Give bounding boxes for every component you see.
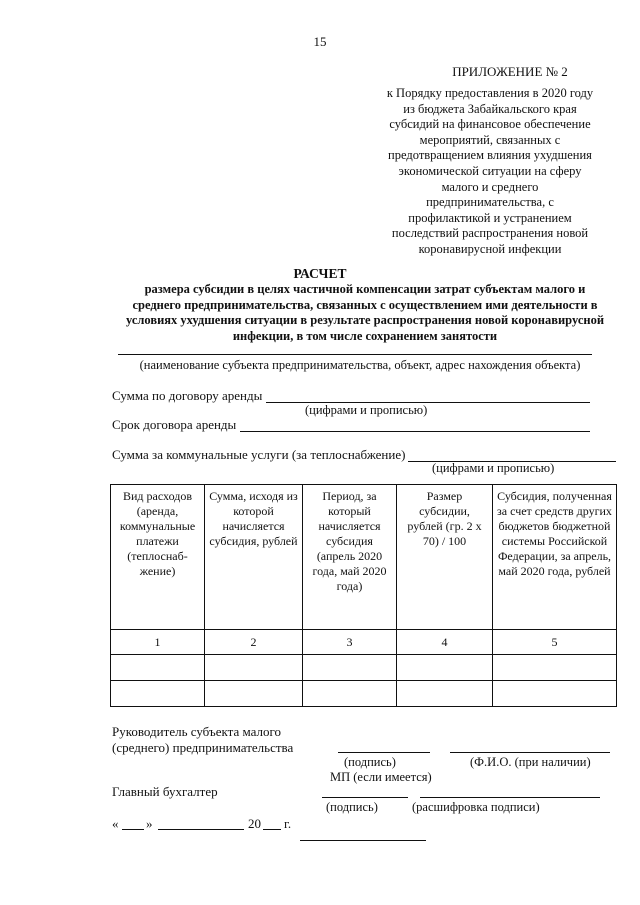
accountant-label: Главный бухгалтер [112,784,218,799]
column-number: 5 [493,630,617,655]
rent-sum-label: Сумма по договору аренды [112,388,263,403]
head-label-line2: (среднего) предпринимательства [112,740,294,755]
rent-term-line[interactable] [240,431,590,432]
header-cell: Вид расходов (аренда, коммунальные платежи (теплоснаб-жение) [111,485,205,630]
appendix-line: субсидий на финансовое обеспечение [389,117,591,132]
appendix-line: коронавирусной инфекции [418,241,562,256]
page-number: 15 [313,34,327,49]
document-title: РАСЧЕТ [293,266,347,281]
appendix-line: последствий распространения новой [391,226,589,241]
column-number: 1 [111,630,205,655]
appendix-line: из бюджета Забайкальского края [403,101,577,116]
table-row [111,655,617,681]
document-subtitle [108,282,622,344]
utilities-label: Сумма за коммунальные услуги (за теплоснабжение) [112,447,406,462]
header-cell: Субсидия, полученная за счет средств других бюджетов бюджетной системы Российской Федерации, за апрель, май 2020 года, рублей [493,485,617,630]
head-name-line[interactable] [450,752,610,753]
table-row [111,681,617,707]
subject-name-line[interactable] [118,354,592,355]
appendix-line: мероприятий, связанных с [419,132,561,147]
rent-sum-caption: (цифрами и прописью) [305,403,428,417]
header-cell: Размер субсидии, рублей (гр. 2 х 70) / 100 [397,485,493,630]
table-cell[interactable] [111,681,205,707]
appendix-line: предпринимательства, с [426,195,554,210]
table-cell[interactable] [397,655,493,681]
subtitle-line: инфекции, в том числе сохранением занятости [232,328,498,343]
table-number-row [111,630,617,655]
header-cell: Сумма, исходя из которой начисляется субсидия, рублей [205,485,303,630]
appendix-title: ПРИЛОЖЕНИЕ № 2 [452,64,568,79]
subtitle-line: размера субсидии в целях частичной компенсации затрат субъектам малого и [144,282,586,296]
table-cell[interactable] [303,681,397,707]
stamp-caption: МП (если имеется) [330,770,432,784]
date-year-prefix: 20 [248,816,261,831]
head-signature-line[interactable] [338,752,430,753]
rent-term-label: Срок договора аренды [112,417,237,432]
table-cell[interactable] [111,655,205,681]
column-number: 3 [303,630,397,655]
head-label-line1: Руководитель субъекта малого [112,724,281,739]
table-cell[interactable] [303,655,397,681]
appendix-line: малого и среднего [441,179,539,194]
date-year-line[interactable] [263,829,281,830]
head-name-caption: (Ф.И.О. (при наличии) [470,755,591,769]
column-number: 4 [397,630,493,655]
date-day-line[interactable] [122,829,144,830]
table-cell[interactable] [493,681,617,707]
decode-caption: (расшифровка подписи) [412,800,540,814]
bottom-rule [300,840,426,841]
table-cell[interactable] [493,655,617,681]
subtitle-line: условиях ухудшения ситуации в результате распространения новой коронавирусной [125,313,605,327]
appendix-line: профилактикой и устранением [408,210,572,225]
date-year-suffix: г. [284,816,292,831]
accountant-signature-line[interactable] [322,797,408,798]
table-header-row [111,485,617,630]
appendix-line: к Порядку предоставления в 2020 году [386,86,594,100]
column-number: 2 [205,630,303,655]
date-open-quote: « [112,816,119,831]
subject-name-caption: (наименование субъекта предпринимательства, объект, адрес нахождения объекта) [139,358,581,372]
date-month-line[interactable] [158,829,244,830]
subtitle-line: среднего предпринимательства, связанных с осуществлением ими деятельности в [132,297,598,312]
table-cell[interactable] [205,655,303,681]
appendix-line: экономической ситуации на сферу [398,163,582,178]
header-cell: Период, за который начисляется субсидия (апрель 2020 года, май 2020 года) [303,485,397,630]
head-signature-caption: (подпись) [344,755,396,769]
table-cell[interactable] [397,681,493,707]
appendix-line: предотвращением влияния ухудшения [388,148,592,163]
accountant-signature-caption: (подпись) [326,800,378,814]
accountant-name-line[interactable] [420,797,600,798]
appendix-reference [370,86,610,258]
utilities-caption: (цифрами и прописью) [432,461,555,475]
date-close-quote: » [146,816,153,831]
subsidy-table [110,484,617,707]
table-cell[interactable] [205,681,303,707]
